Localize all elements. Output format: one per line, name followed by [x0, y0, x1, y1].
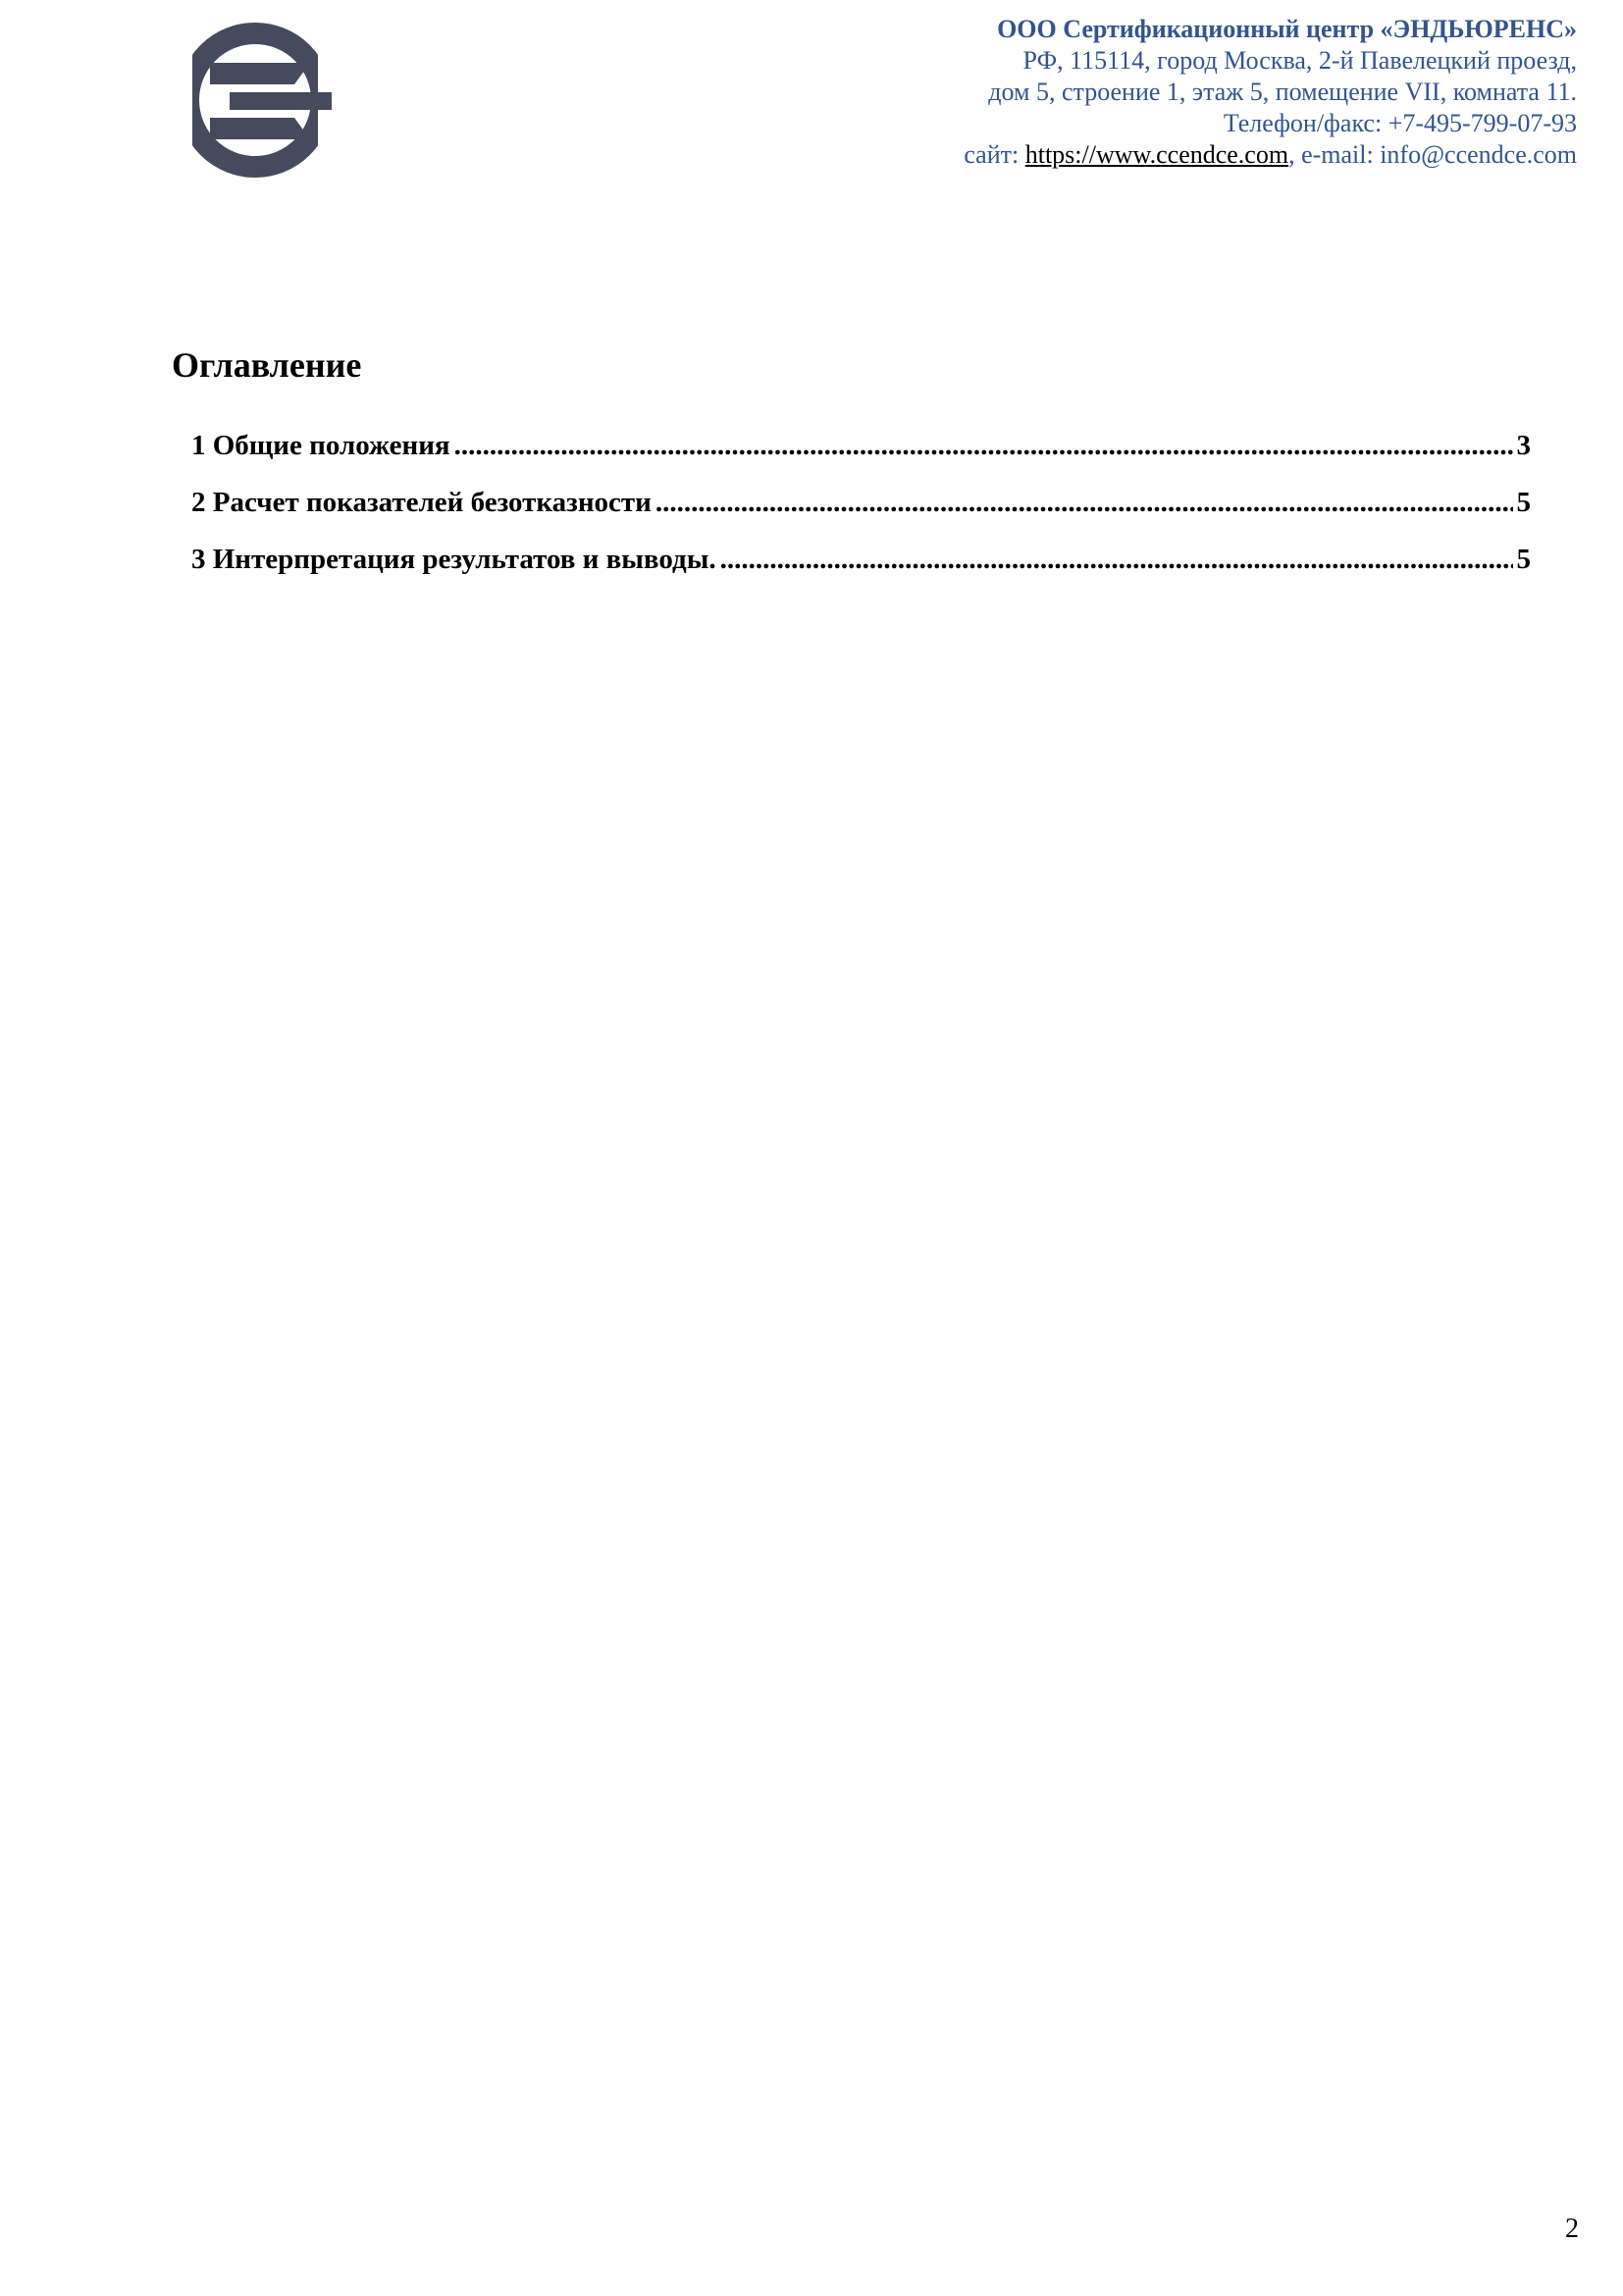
- site-prefix: сайт:: [964, 140, 1025, 169]
- toc-item[interactable]: [191, 543, 1531, 600]
- toc-item-page: 5: [1516, 544, 1531, 575]
- endurance-logo-icon: [175, 20, 822, 186]
- page-number: 2: [1565, 2214, 1579, 2244]
- company-logo: [175, 20, 822, 186]
- email-text: , e-mail: info@ccendce.com: [1288, 140, 1577, 169]
- company-address-line1: РФ, 115114, город Москва, 2-й Павелецкий проезд,: [1022, 46, 1577, 75]
- table-of-contents: [191, 429, 1531, 600]
- toc-dot-leader: [655, 486, 1513, 519]
- company-address-line2: дом 5, строение 1, этаж 5, помещение VII, комната 11.: [988, 78, 1577, 106]
- toc-item-label: 1 Общие положения: [191, 430, 450, 461]
- toc-item-page: 5: [1516, 487, 1531, 518]
- company-contacts: [831, 139, 1577, 171]
- toc-title: Оглавление: [172, 345, 362, 385]
- company-info: [831, 14, 1577, 171]
- toc-dot-leader: [720, 543, 1513, 576]
- toc-item-page: 3: [1516, 430, 1531, 461]
- company-name: ООО Сертификационный центр «ЭНДЬЮРЕНС»: [997, 15, 1577, 43]
- toc-item-label: 2 Расчет показателей безотказности: [191, 487, 652, 518]
- toc-item[interactable]: [191, 486, 1531, 543]
- site-link[interactable]: https://www.ccendce.com: [1024, 140, 1289, 169]
- toc-item-label: 3 Интерпретация результатов и выводы.: [191, 544, 716, 575]
- toc-item[interactable]: [191, 429, 1531, 486]
- company-phone: Телефон/факс: +7-495-799-07-93: [1223, 109, 1577, 137]
- toc-dot-leader: [454, 429, 1513, 462]
